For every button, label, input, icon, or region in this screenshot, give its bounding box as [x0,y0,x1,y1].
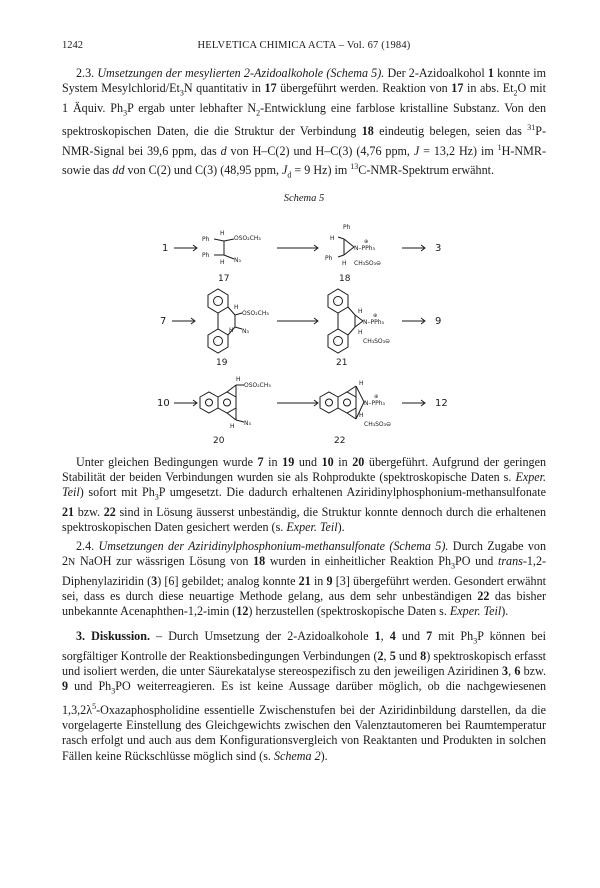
text: ). [320,748,328,763]
bond [347,386,356,392]
label: H [359,379,364,387]
text: mit Ph [432,629,474,644]
benzene-ring [328,289,348,313]
text: in abs. Et [463,81,514,96]
section-number: 2.3. [76,66,95,80]
text: = 9 Hz) im [291,162,351,177]
text: ) sofort mit Ph [79,484,155,499]
compound-ref: 1 [374,629,381,644]
charge: ⊕ [374,393,379,400]
text: ). [501,604,509,619]
cross-reference: Exper. Teil [62,469,546,499]
text: PO und [455,554,498,569]
compound-label-19: 19 [216,357,228,368]
subscript: d [287,170,292,180]
label: H [358,307,363,315]
aromatic-circle [334,336,343,345]
naphthalene-ring [218,392,236,413]
text: NaOH zur wässrigen Lösung von [75,554,254,569]
bond [227,385,236,392]
label: N₃ [244,419,251,427]
label: H [220,229,225,237]
aromatic-circle [224,399,231,406]
section-2-4-paragraph [62,539,546,619]
label: Ph [325,254,333,262]
italic-symbol: d [220,143,227,158]
text: und Ph [68,679,112,694]
label: OSO₂CH₃ [244,381,271,389]
aromatic-circle [206,399,213,406]
label: N₃ [242,327,249,335]
text: P ergab unter lebhafter N [127,100,257,115]
text: und [294,454,322,469]
structure-21 [328,289,390,368]
aromatic-circle [344,399,351,406]
naphthalene-ring [200,392,218,413]
label: H [220,258,225,266]
cross-reference: Exper. Teil [286,519,338,534]
charge: ⊕ [364,238,369,245]
text: , [380,629,390,644]
bond [236,420,244,422]
bond [338,237,344,239]
label: H [342,259,347,267]
label: Ph [343,223,351,231]
text: H-NMR- sowie das [62,143,546,177]
aromatic-circle [326,399,333,406]
text: C-NMR-Spektrum erwähnt. [358,162,494,177]
scheme-title: Schema 5 [283,192,325,204]
compound-ref: 3 [502,664,509,679]
subscript: 3 [473,636,478,646]
subscript: 3 [179,88,184,98]
aromatic-circle [214,336,223,345]
section-number: 2.4. [76,538,95,553]
text: -Entwicklung eine farblose kristalline Substanz. Von den spektroskopischen Daten, die die Struktur der Verbindung [62,100,546,139]
compound-ref: 12 [236,604,249,619]
reaction-scheme [62,189,546,451]
aromatic-circle [214,296,223,305]
bond [348,307,355,315]
scheme-drawing [62,189,546,451]
journal-title: HELVETICA CHIMICA ACTA – Vol. 67 (1984) [197,40,411,51]
subscript: 3 [123,108,128,118]
small-caps-n: N [68,557,76,569]
label: Ph [202,251,210,259]
naphthalene-ring [320,392,338,413]
compound-label-22: 22 [334,435,346,446]
subscript: 2 [256,108,261,118]
scheme-row-2 [160,289,441,368]
compound-ref: 10 [321,454,334,469]
cross-reference: Exper. Teil [449,604,502,619]
text: sind in Lösung äusserst unbeständig, die Struktur konnte dennoch durch die erhaltenen spektroskopischen Daten gesichert werden (s. [62,504,546,534]
label: H [330,234,335,242]
text: Unter gleichen Bedingungen wurde [76,454,258,469]
text: = 13,2 Hz) im [419,143,498,158]
scheme-row-3 [157,376,448,446]
bond [227,413,236,420]
text: ). [337,519,345,534]
label: CH₃SO₃⊖ [364,420,392,428]
text: übergeführt werden. Reaktion von [276,81,452,96]
compound-number-12: 12 [435,397,448,409]
label: N₃ [234,256,241,264]
text: P können bei sorgfältiger Kontrolle der Reaktionsbedingungen Verbindungen ( [62,629,547,663]
compound-ref: 1 [487,66,494,80]
compound-number-10: 10 [157,397,170,409]
compound-ref: 2 [377,648,384,663]
text: von H–C(2) und H–C(3) (4,76 ppm, [226,143,414,158]
bond [356,386,364,402]
label: H [358,328,363,336]
compound-ref: 6 [514,664,521,679]
compound-ref: 19 [282,454,295,469]
bond [214,239,224,241]
text: O mit 1 Äquiv. Ph [62,81,547,115]
page-number: 1242 [62,40,83,51]
label: H [359,411,364,419]
text: in [310,573,327,588]
italic-symbol: dd [112,162,125,177]
subscript: 3 [154,492,159,502]
label: OSO₂CH₃ [242,309,269,317]
running-header [62,40,546,58]
text: eindeutig belegen, seien das [373,124,528,139]
text: von C(2) und C(3) (48,95 ppm, [124,162,283,177]
structure-18 [325,224,381,284]
label: N–PPh₃ [364,399,385,407]
benzene-ring [208,329,228,353]
bond [224,255,234,259]
bond [338,255,344,257]
text: – Durch Umsetzung der 2-Azidoalkohole [149,629,375,644]
text: [3] übergeführt werden. Gesondert erwähnt sei, dass es durch diese neuartige Methode gelang, aus dem sehr unbeständigen [62,573,547,603]
compound-number-7: 7 [160,315,167,327]
subscript: 3 [451,561,456,571]
cross-reference: Schema 2 [273,748,321,763]
section-heading: 3. Diskussion. [76,629,150,644]
italic-prefix: trans [497,554,523,569]
journal-page [62,40,546,764]
text: übergeführt. Aufgrund der geringen Stabilität der beiden Verbindungen wurden sie als Rohprodukte (spektroskopische Daten s. [62,454,546,484]
text: ) herzustellen (spektroskopische Daten s. [248,604,450,619]
bond [235,327,242,329]
compound-label-17: 17 [218,273,230,284]
superscript: 13 [350,161,359,171]
compound-number-1: 1 [162,242,169,254]
text: , [383,648,390,663]
structure-22 [320,380,391,446]
compound-ref: 3 [151,573,158,588]
bond [344,239,354,247]
superscript: 5 [92,702,97,711]
text: das bisher unbekannte Acenaphthen-1,2-imin ( [62,588,546,619]
text: konnte im System Mesylchlorid/Et [62,66,546,96]
italic-symbol: J [413,143,420,158]
bond [348,327,355,335]
structure-20 [200,376,271,446]
charge: ⊕ [373,312,378,319]
superscript: 1 [497,142,502,152]
compound-number-9: 9 [435,315,442,327]
compound-label-20: 20 [213,435,225,446]
text: Der 2-Azidoalkohol [384,66,488,80]
scheme-row-1 [162,224,441,284]
text: wurden in einheitlicher Reaktion Ph [265,554,452,569]
section-2-3-paragraph [62,66,546,183]
structure-17 [202,230,261,284]
italic-symbol: J [282,162,288,177]
compound-ref: 17 [451,81,464,96]
bond [224,239,234,241]
label: H [229,326,234,334]
text: PO weiterreagieren. Es ist keine Aussage darüber möglich, ob die nachgewiesenen 1,3,2λ [62,679,546,718]
text: N quantitativ in [183,81,265,96]
text: und [395,648,421,663]
compound-number-3: 3 [435,242,442,254]
section-title: Umsetzungen der Aziridinylphosphonium-methansulfonate (Schema 5). [98,538,449,553]
text: ) [6] gebildet; analog konnte [157,573,299,588]
aromatic-circle [334,296,343,305]
compound-ref: 21 [62,504,75,519]
bond [347,413,356,419]
text: -1,2-Diphenylaziridin ( [62,554,547,588]
label: CH₃SO₃⊖ [363,337,391,345]
section-3-paragraph [62,629,546,763]
text: ) spektroskopisch erfasst und isoliert werden, die unter Säurekatalyse stereospezifisch zu den jeweiligen Aziridinen [62,648,547,679]
compound-ref: 9 [326,573,333,588]
label: H [236,375,241,383]
compound-ref: 8 [420,648,427,663]
label: N–PPh₃ [354,244,375,252]
compound-ref: 18 [361,124,374,139]
text: , [508,664,515,679]
compound-ref: 21 [298,573,311,588]
compound-ref: 4 [389,629,396,644]
text: in [263,454,283,469]
section-title: Umsetzungen der mesylierten 2-Azidoalkohole (Schema 5). [97,66,385,80]
text: bzw. [520,664,546,679]
compound-label-18: 18 [339,273,351,284]
label: Ph [202,235,210,243]
compound-label-21: 21 [336,357,348,368]
text: Durch Zugabe von 2 [62,538,546,569]
compound-ref: 17 [264,81,277,96]
compound-ref: 22 [103,504,116,519]
label: N–PPh₃ [363,318,384,326]
bond [344,247,354,255]
text: P-NMR-Signal bei 39,6 ppm, das [62,124,546,158]
benzene-ring [208,289,228,313]
subscript: 3 [111,686,116,696]
bond [355,315,363,321]
label: CH₃SO₃⊖ [354,259,382,267]
bond [355,321,363,327]
compound-ref: 22 [477,588,490,603]
superscript: 31 [527,123,536,133]
text: in [333,454,353,469]
compound-ref: 7 [426,629,433,644]
text: P umgesetzt. Die dadurch erhaltenen Aziridinylphosphonium-methansulfonate [158,484,546,499]
paragraph-after-scheme [62,455,546,535]
text: und [395,629,427,644]
structure-19 [208,289,269,368]
label: H [234,303,239,311]
label: OSO₂CH₃ [234,234,261,242]
label: H [230,422,235,430]
compound-ref: 20 [352,454,365,469]
compound-ref: 18 [253,554,266,569]
compound-ref: 9 [62,679,69,694]
text: -Oxazaphospholidine essentielle Zwischenstufen bei der Aziridinbildung darstellen, da die vorgelagerte Einstellung des Gleichgewichts zwischen den Valenztautomeren bei Raumtemperatur rasch erfolgt und auch aus dem Konfigurationsvergleich von Reaktanten und Produkten in solchen Fällen keine Rückschlüsse möglich sind (s. [62,703,546,763]
benzene-ring [328,329,348,353]
naphthalene-ring [338,392,356,413]
text: bzw. [74,504,104,519]
compound-ref: 7 [257,454,264,469]
compound-ref: 5 [389,648,396,663]
bond [235,313,242,315]
subscript: 2 [513,88,518,98]
